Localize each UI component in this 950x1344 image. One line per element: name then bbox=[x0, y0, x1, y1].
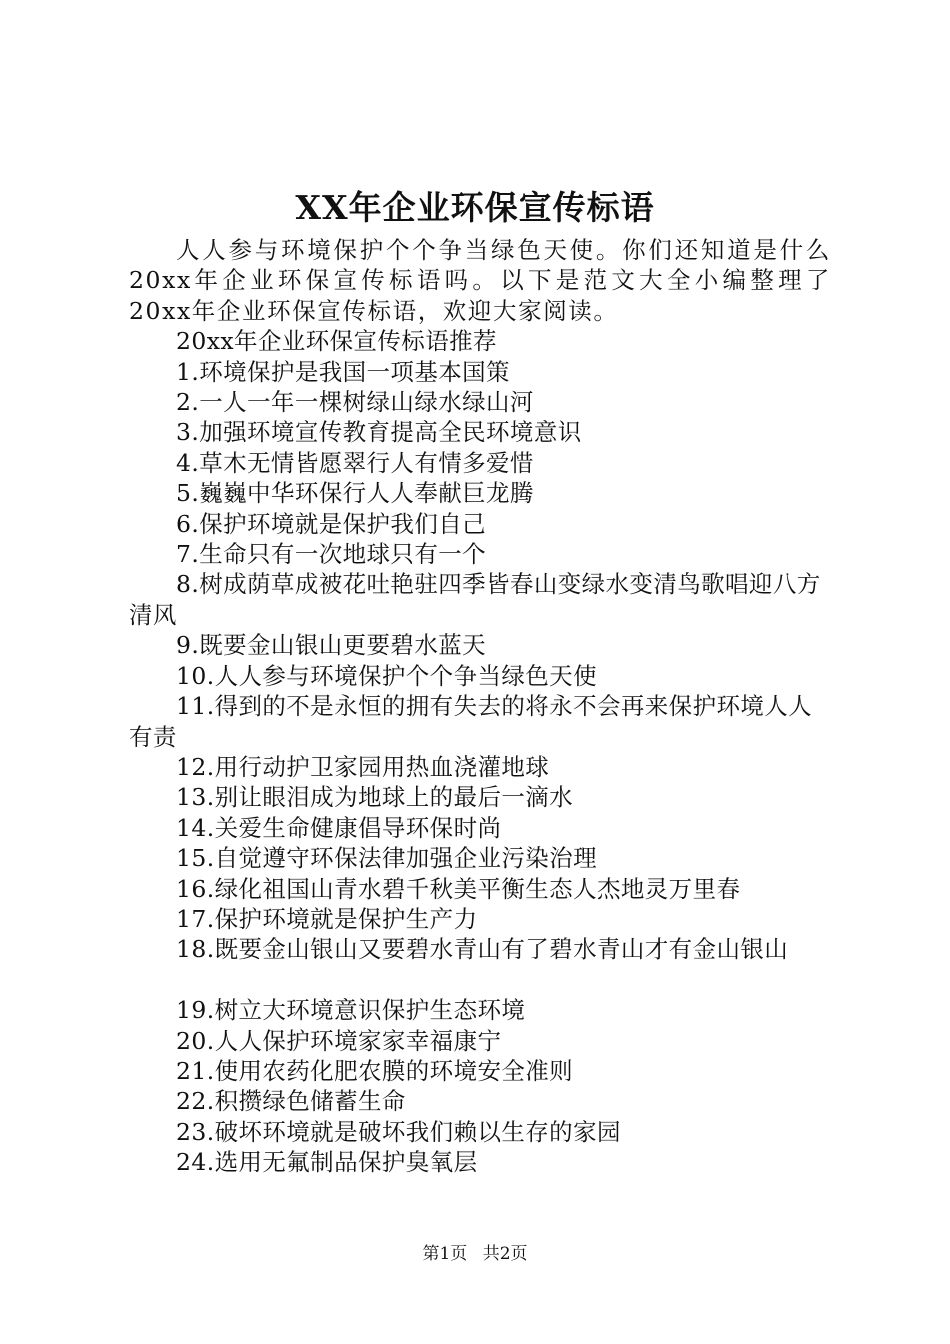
page-total: 共2页 bbox=[482, 1244, 528, 1264]
slogan-item: 20.人人保护环境家家幸福康宁 bbox=[176, 1026, 502, 1055]
slogan-item: 15.自觉遵守环保法律加强企业污染治理 bbox=[176, 844, 597, 873]
slogan-item: 24.选用无氟制品保护臭氧层 bbox=[176, 1148, 478, 1177]
slogan-item: 8.树成荫草成被花吐艳驻四季皆春山变绿水变清鸟歌唱迎八方清风 bbox=[129, 570, 821, 629]
slogan-item: 4.草木无情皆愿翠行人有情多爱惜 bbox=[176, 448, 534, 477]
slogan-item: 17.保护环境就是保护生产力 bbox=[176, 904, 478, 933]
page-number: 第1页 bbox=[422, 1244, 468, 1264]
slogan-item: 13.别让眼泪成为地球上的最后一滴水 bbox=[176, 783, 574, 812]
slogan-item: 1.环境保护是我国一项基本国策 bbox=[176, 357, 510, 386]
document-body bbox=[129, 235, 831, 1178]
slogan-item: 7.生命只有一次地球只有一个 bbox=[176, 540, 487, 569]
subheading: 20xx年企业环保宣传标语推荐 bbox=[176, 327, 497, 356]
slogan-item: 23.破坏环境就是破坏我们赖以生存的家园 bbox=[176, 1117, 621, 1146]
slogan-item: 3.加强环境宣传教育提高全民环境意识 bbox=[176, 418, 582, 447]
slogan-item: 18.既要金山银山又要碧水青山有了碧水青山才有金山银山 bbox=[176, 935, 789, 964]
page-title: XX年企业环保宣传标语 bbox=[295, 188, 655, 227]
intro-paragraph: 人人参与环境保护个个争当绿色天使。你们还知道是什么20xx年企业环保宣传标语吗。以下是范文大全小编整理了20xx年企业环保宣传标语，欢迎大家阅读。 bbox=[129, 236, 831, 325]
slogan-item: 21.使用农药化肥农膜的环境安全准则 bbox=[176, 1056, 574, 1085]
slogan-item: 16.绿化祖国山青水碧千秋美平衡生态人杰地灵万里春 bbox=[176, 874, 741, 903]
slogan-item: 9.既要金山银山更要碧水蓝天 bbox=[176, 631, 487, 660]
slogan-item: 12.用行动护卫家园用热血浇灌地球 bbox=[176, 752, 550, 781]
slogan-item: 14.关爱生命健康倡导环保时尚 bbox=[176, 813, 502, 842]
slogan-item: 19.树立大环境意识保护生态环境 bbox=[176, 996, 526, 1025]
slogan-item: 2.一人一年一棵树绿山绿水绿山河 bbox=[176, 388, 534, 417]
slogan-item: 10.人人参与环境保护个个争当绿色天使 bbox=[176, 661, 597, 690]
slogan-item: 5.巍巍中华环保行人人奉献巨龙腾 bbox=[176, 479, 534, 508]
slogan-item: 22.积攒绿色储蓄生命 bbox=[176, 1087, 406, 1116]
blank-line bbox=[129, 965, 831, 995]
page-footer bbox=[0, 1243, 950, 1265]
slogan-item: 6.保护环境就是保护我们自己 bbox=[176, 509, 487, 538]
slogan-item: 11.得到的不是永恒的拥有失去的将永不会再来保护环境人人有责 bbox=[129, 692, 813, 751]
